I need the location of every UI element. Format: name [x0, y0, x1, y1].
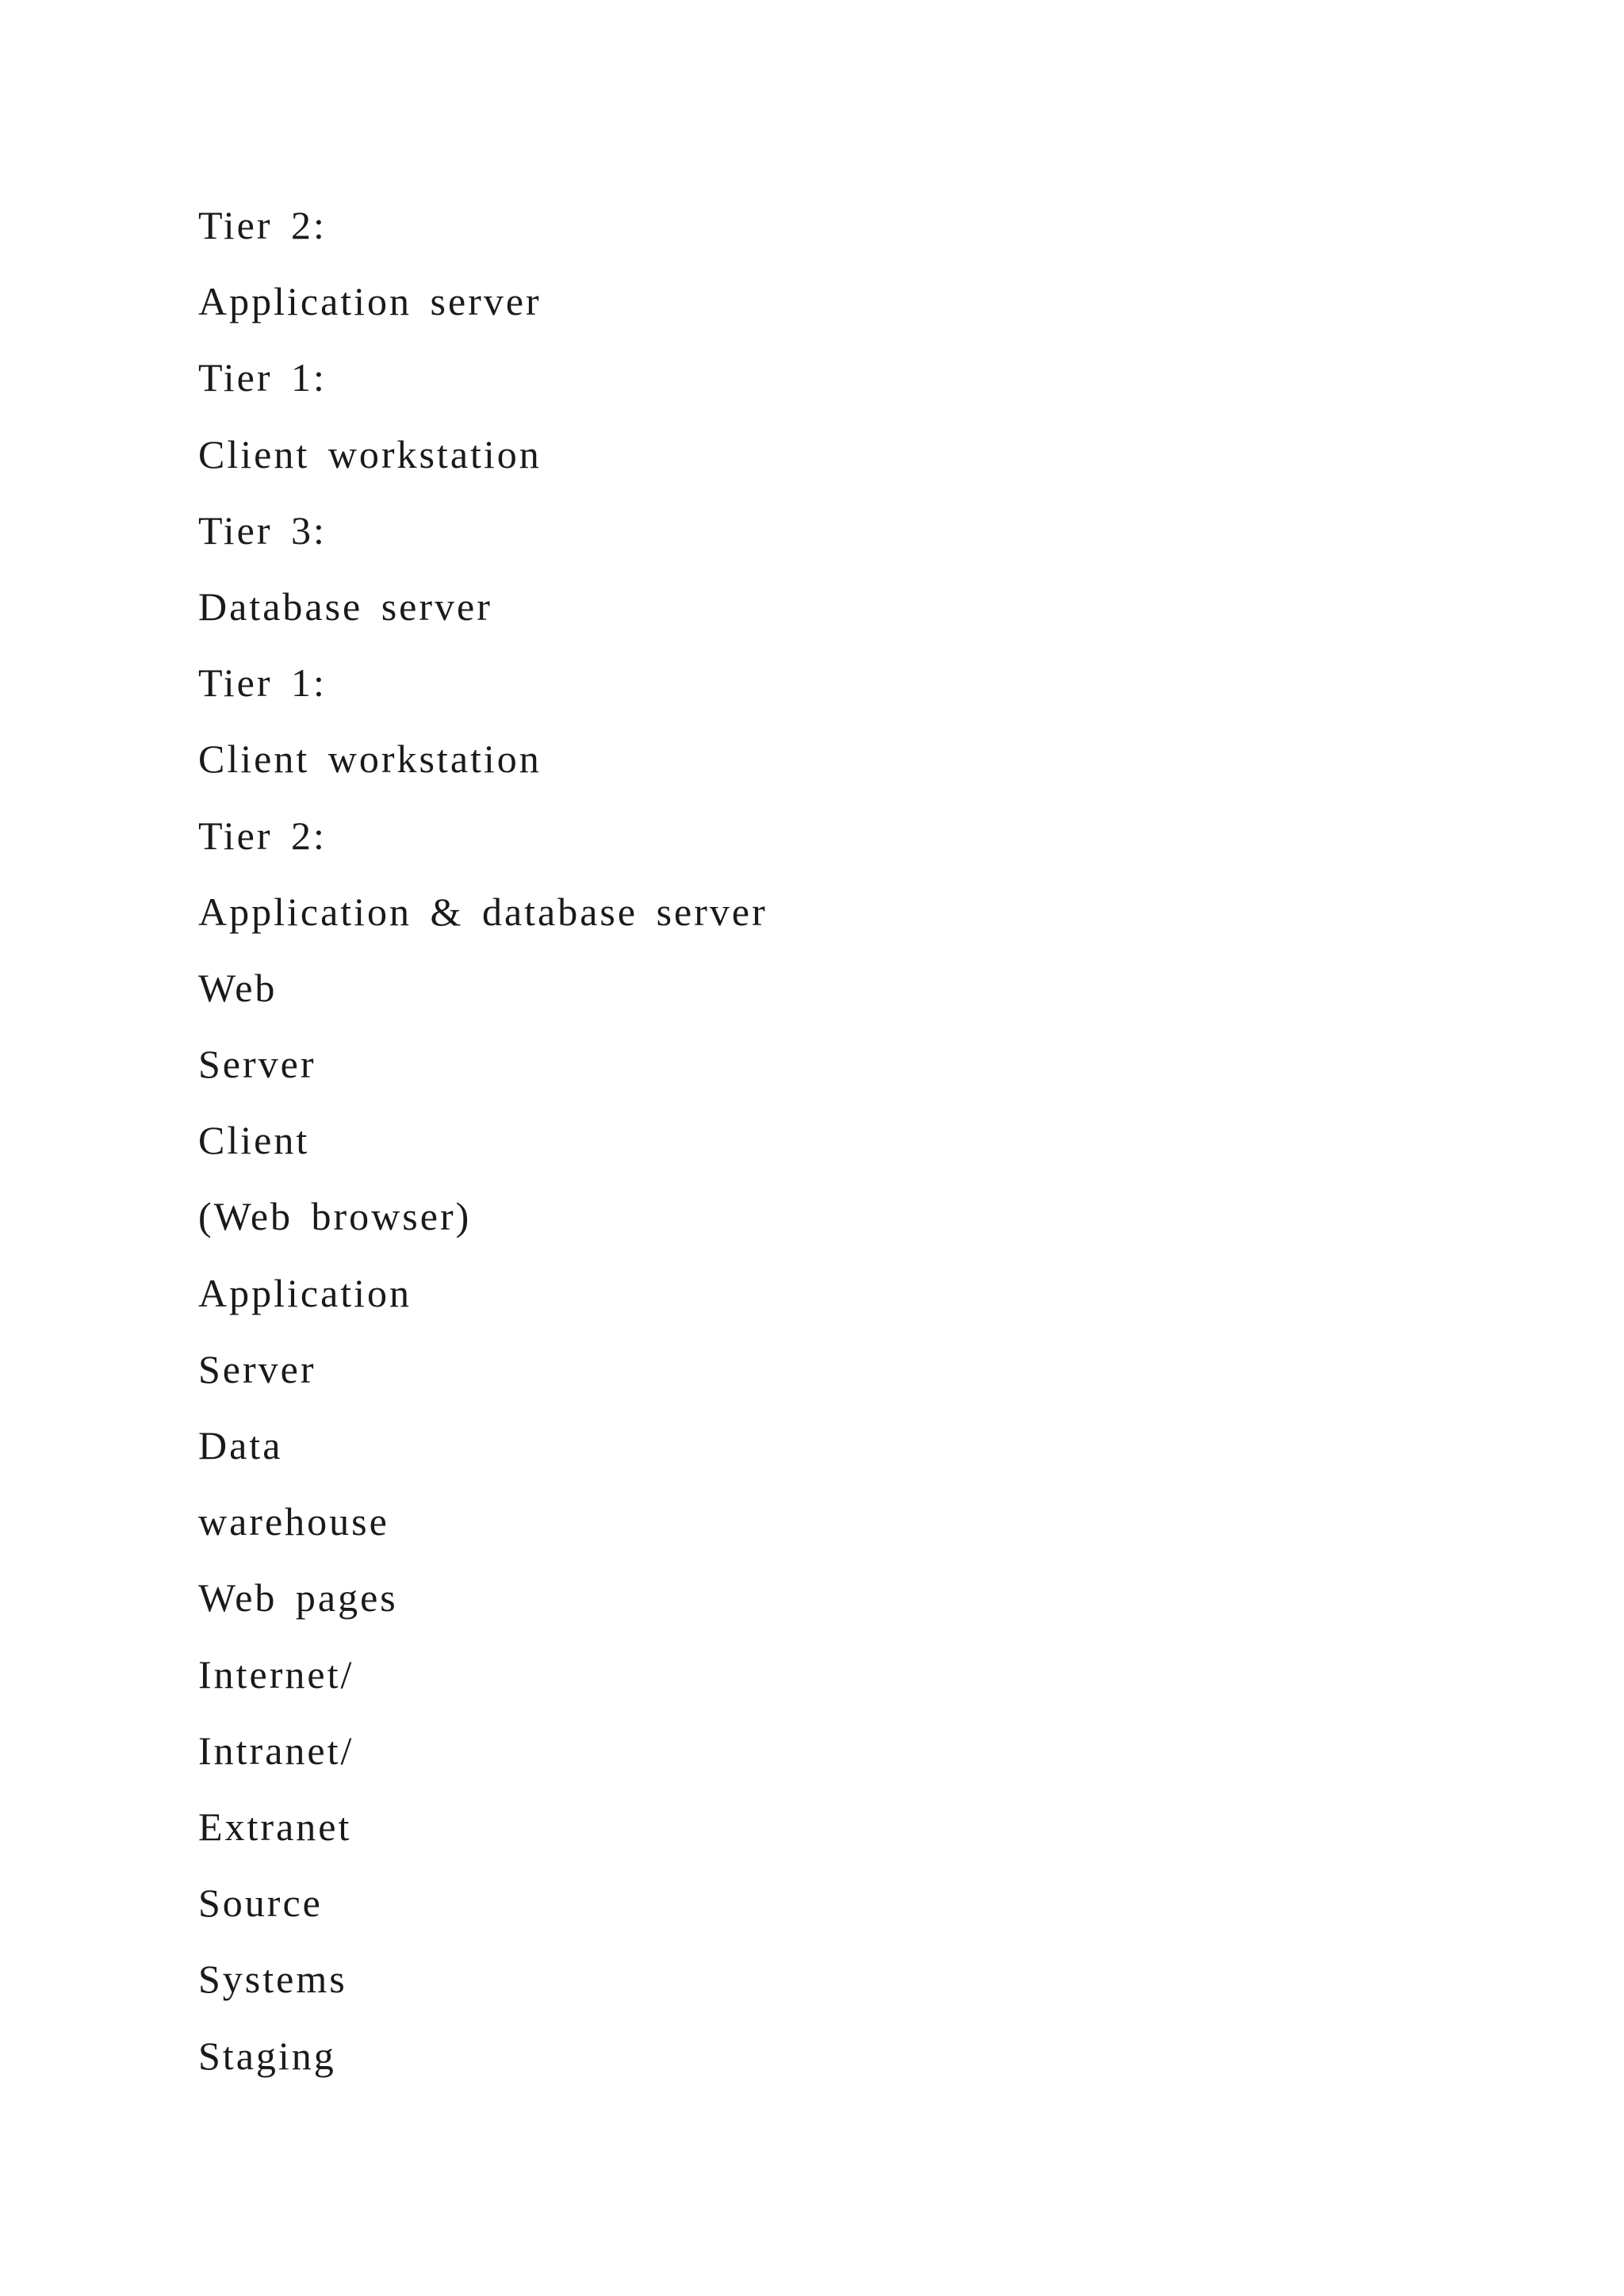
text-line: Internet/ — [198, 1651, 354, 1697]
text-line: (Web browser) — [198, 1194, 472, 1239]
text-line: Tier 3: — [198, 507, 327, 553]
text-line: Client workstation — [198, 431, 542, 476]
text-line: Tier 1: — [198, 355, 327, 400]
text-line: Source — [198, 1881, 323, 1926]
text-line: Server — [198, 1042, 316, 1087]
text-line: Server — [198, 1346, 316, 1391]
text-line: Tier 2: — [198, 813, 327, 858]
text-line: warehouse — [198, 1499, 389, 1544]
text-line: Extranet — [198, 1804, 352, 1849]
text-line: Web pages — [198, 1575, 398, 1621]
text-line: Client — [198, 1118, 310, 1163]
text-line: Application & database server — [198, 889, 768, 934]
text-line: Data — [198, 1423, 283, 1468]
text-line: Application — [198, 1270, 412, 1315]
text-line: Web — [198, 965, 278, 1010]
text-line: Tier 2: — [198, 203, 327, 247]
text-line-list — [198, 187, 768, 2094]
text-line: Application server — [198, 279, 542, 324]
text-line: Client workstation — [198, 737, 542, 782]
text-line: Systems — [198, 1957, 347, 2002]
text-line: Staging — [198, 2033, 336, 2078]
text-line: Intranet/ — [198, 1728, 354, 1773]
text-line: Database server — [198, 584, 492, 629]
text-line: Tier 1: — [198, 660, 327, 706]
